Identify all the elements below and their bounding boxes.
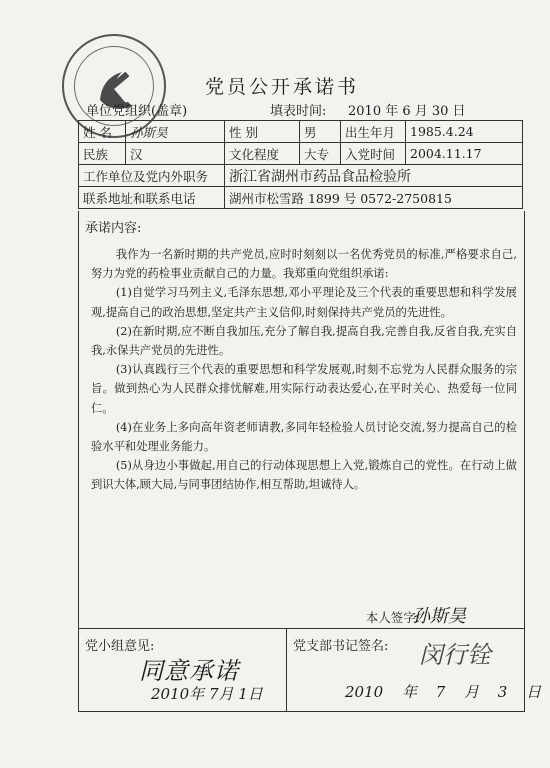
info-row-1 <box>79 121 523 143</box>
work-label: 工作单位及党内外职务 <box>79 165 225 187</box>
ethnic-label: 民族 <box>79 143 126 165</box>
pledge-paragraph: (4)在业务上多向高年资老师请教,多同年轻检验人员讨论交流,努力提高自己的检验水平和处理业务能力。 <box>91 420 518 454</box>
group-opinion-handwriting: 同意承诺 <box>139 657 239 685</box>
pledge-body <box>91 245 517 495</box>
info-row-3 <box>79 165 523 187</box>
birth-value: 1985.4.24 <box>406 121 523 143</box>
join-value: 2004.11.17 <box>406 143 523 165</box>
edu-value: 大专 <box>300 143 341 165</box>
fill-date-label: 填表时间: <box>270 104 327 119</box>
join-label: 入党时间 <box>341 143 406 165</box>
group-opinion-label: 党小组意见: <box>85 639 155 654</box>
pledge-section <box>78 211 525 629</box>
info-row-4 <box>79 187 523 209</box>
approval-divider <box>286 629 287 711</box>
group-opinion-date: 2010年 7月 1日 <box>151 685 263 703</box>
approval-section <box>78 628 542 712</box>
ethnic-value: 汉 <box>126 143 225 165</box>
member-signature: 孙斯昊 <box>412 606 466 627</box>
pledge-paragraph: (1)自觉学习马列主义,毛泽东思想,邓小平理论及三个代表的重要思想和科学发展观,提高自己的政治思想,坚定共产主义信仰,时刻保持共产党员的先进性。 <box>91 286 517 319</box>
work-value: 浙江省湖州市药品食品检验所 <box>225 165 523 187</box>
signature-label: 本人签字: <box>365 610 420 625</box>
contact-label: 联系地址和联系电话 <box>79 187 225 209</box>
pledge-paragraph: (5)从身边小事做起,用自己的行动体现思想上入党,锻炼自己的党性。在行动上做到识大体,顾大局,与同事团结协作,相互帮助,坦诚待人。 <box>91 459 517 492</box>
pledge-paragraph: (2)在新时期,应不断自我加压,充分了解自我,提高自我,完善自我,反省自我,充实自我,永保共产党员的先进性。 <box>91 324 517 358</box>
secretary-signature: 闵行铨 <box>419 641 491 669</box>
secretary-sign-date: 2010 年 7 月 3 日 <box>345 683 542 701</box>
pledge-paragraph: 我作为一名新时期的共产党员,应时时刻刻以一名优秀党员的标准,严格要求自己,努力为党的药检事业贡献自己的力量。我郑重向党组织承诺: <box>91 248 517 281</box>
unit-stamp-label: 单位党组织(盖章) <box>86 104 188 119</box>
contact-value: 湖州市松雪路 1899 号 0572-2750815 <box>225 187 523 209</box>
info-table <box>78 120 523 209</box>
fill-date-value: 2010 年 6 月 30 日 <box>348 104 466 119</box>
pledge-label: 承诺内容: <box>85 221 142 236</box>
secretary-sign-label: 党支部书记签名: <box>293 639 389 654</box>
pledge-paragraph: (3)认真践行三个代表的重要思想和科学发展观,时刻不忘党为人民群众服务的宗旨。做到热心为人民群众排忧解难,用实际行动表达爱心,在平时关心、热爱每一位同仁。 <box>91 363 517 415</box>
gender-value: 男 <box>300 121 341 143</box>
document-title: 党员公开承诺书 <box>205 76 360 98</box>
gender-label: 性 别 <box>225 121 300 143</box>
edu-label: 文化程度 <box>225 143 300 165</box>
name-label: 姓 名 <box>79 121 126 143</box>
header-line <box>86 100 466 119</box>
birth-label: 出生年月 <box>341 121 406 143</box>
name-value: 孙斯昊 <box>126 121 225 143</box>
info-row-2 <box>79 143 523 165</box>
